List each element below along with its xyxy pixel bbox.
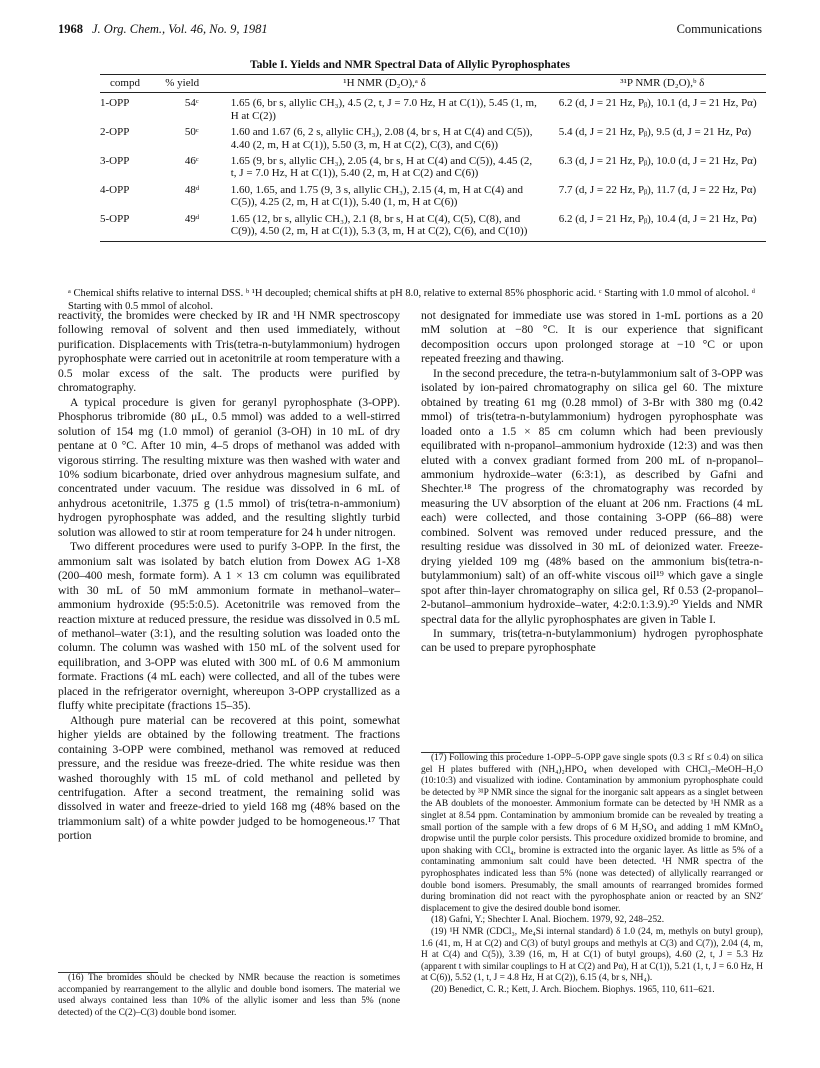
table-row bbox=[100, 126, 766, 151]
h-nmr-cell: 1.60, 1.65, and 1.75 (9, 3 s, allylic CH₃), 2.15 (4, m, H at C(4) and C(5)), 4.25 (2, m, H at C(1)), 5.40 (1, m, H at C(6)) bbox=[230, 183, 523, 209]
column-header: ¹H NMR (D₂O),ᵃ δ bbox=[343, 77, 426, 89]
left-column bbox=[58, 309, 400, 844]
footnotes-right bbox=[421, 752, 763, 996]
p-nmr-cell: 7.7 (d, J = 22 Hz, Pᵦ), 11.7 (d, J = 22 Hz, Pα) bbox=[558, 183, 757, 196]
section-name: Communications bbox=[676, 22, 762, 36]
yield-cell: 49ᵈ bbox=[184, 212, 200, 225]
yield-cell: 50ᶜ bbox=[184, 126, 199, 139]
paragraph: In the second precedure, the tetra-n-butylammonium salt of 3-OPP was isolated by ion-paired chromatography on silica gel 60. The mixture obtained by treating 61 mg (0.28 mmol) of 3-Br with 380 mg (0.42 mmol) of tris(tetra-n-butylammonium) hydrogen pyrophosphate was loaded onto a 1.5 × 85 cm column which had been previously equilibrated with n-propanol–ammonium hydroxide (12:3) and was then eluted with a convex gradiant formed from 200 mL of n-propanol–ammonium hydroxide–water (6:3:1), as described by Gafni and Shechter.¹⁸ The progress of the chromatography was recorded by measuring the UV absorption of the eluant at 206 nm. Fractions (4 mL each) were collected, and those containing 3-OPP (66–88) were combined. Solvent was removed under reduced pressure, and the resulting residue was dissolved in 30 mL of deionized water. Freeze-drying yielded 109 mg (48% based on the ammonium bis(tetra-n-butylammonium) salt) of an off-white viscous oil¹⁹ which gave a single spot after thin-layer chromatography on silica gel, Rf 0.53 (2-propanol–2-butanol–ammonium hydroxide–water, 4:2:0.1:3.9).²⁰ Yields and NMR spectral data for the allylic pyrophosphates are given in Table I. bbox=[421, 366, 763, 626]
page-number: 1968 bbox=[58, 22, 83, 36]
compound-cell: 4-OPP bbox=[100, 183, 130, 196]
data-table bbox=[100, 74, 766, 242]
paragraph: not designated for immediate use was stored in 1-mL portions as a 20 mM solution at −80 °C. It is our experience that significant decomposition occurs upon prolonged storage at −10 °C or upon repeated freezing and thawing. bbox=[421, 309, 763, 366]
paragraph: reactivity, the bromides were checked by IR and ¹H NMR spectroscopy following removal of solvent and then used immediately, without purification. Displacements with Tris(tetra-n-butylammonium) hydrogen pyrophosphate were carried out in acetonitrile at room temperature with a 0.5 molar excess of the salt. The products were purified by chromatography. bbox=[58, 309, 400, 395]
footnotes-left bbox=[58, 972, 400, 1019]
table-header-row bbox=[100, 75, 766, 93]
h-nmr-cell: 1.65 (9, br s, allylic CH₃), 2.05 (4, br s, H at C(4) and C(5)), 4.45 (2, t, J = 7.0 Hz, H at C(1)), 5.40 (2, m, H at C(2) and C(6)) bbox=[230, 155, 533, 180]
paragraph: In summary, tris(tetra-n-butylammonium) hydrogen pyrophosphate can be used to prepare pyrophosphate bbox=[421, 626, 763, 655]
yield-cell: 46ᶜ bbox=[184, 155, 199, 168]
paragraph: Although pure material can be recovered at this point, somewhat higher yields are obtained by the following treatment. The fractions containing 3-OPP were combined, methanol was removed at reduced pressure, and the residue was freeze-dried. The white residue was then washed thoroughly with 15 mL of cold methanol and pelleted by centrifugation. After a second treatment, the remaining solid was dissolved in water and freeze-dried to yield 168 mg (48% based on the triammonium salt) of a white powder judged to be homogeneous.¹⁷ That portion bbox=[58, 713, 400, 843]
h-nmr-cell: 1.65 (12, br s, allylic CH₃), 2.1 (8, br s, H at C(4), C(5), C(8), and C(9)), 4.50 (2, m, H at C(1)), 5.3 (3, m, H at C(2), C(6), and C(10)) bbox=[230, 212, 528, 238]
h-nmr-cell: 1.60 and 1.67 (6, 2 s, allylic CH₃), 2.08 (4, br s, H at C(4) and C(5)), 4.40 (2, m, H at C(1)), 5.50 (3, m, H at C(2), C(3), and C(6)) bbox=[230, 126, 533, 151]
compound-cell: 5-OPP bbox=[100, 212, 130, 225]
table-row bbox=[100, 184, 766, 209]
p-nmr-cell: 6.3 (d, J = 21 Hz, Pᵦ), 10.0 (d, J = 21 Hz, Pα) bbox=[558, 155, 757, 168]
column-header: ³¹P NMR (D₂O),ᵇ δ bbox=[620, 77, 705, 89]
column-header: compd bbox=[110, 77, 140, 89]
yield-cell: 54ᶜ bbox=[184, 97, 199, 110]
running-header bbox=[58, 22, 762, 40]
paragraph: A typical procedure is given for geranyl pyrophosphate (3-OPP). Phosphorus tribromide (80 μL, 0.5 mmol) was added to a well-stirred solution of 154 mg (1.0 mmol) of geraniol (3-OH) in 10 mL of dry pentane at 0 °C. After 10 min, 4–5 drops of methanol was added with vigorous stirring. The resulting mixture was then washed with water and 10% sodium bicarbonate, dried over anhydrous magnesium sulfate, and concentrated under vacuum. The residue was dissolved in 6 mL of anhydrous acetonitrile, 1.375 g (1.5 mmol) of tris(tetra-n-ammonium) hydrogen pyrophosphate was added, and the resulting slightly turbid solution was allowed to stir at room temperature for 24 h under nitrogen. bbox=[58, 395, 400, 539]
right-column bbox=[421, 309, 763, 656]
yield-cell: 48ᵈ bbox=[184, 183, 200, 196]
footnote: (16) The bromides should be checked by NMR because the reaction is sometimes accompanied by rearrangement to the allylic and double bond isomers. The material we used always contained less than 10% of the allylic isomer and less than 5% (none detected) of the C(2)–C(3) double bond isomer. bbox=[58, 973, 400, 1018]
p-nmr-cell: 5.4 (d, J = 21 Hz, Pᵦ), 9.5 (d, J = 21 Hz, Pα) bbox=[558, 126, 752, 139]
footnote: (19) ¹H NMR (CDCl₃, Me₄Si internal standard) δ 1.0 (24, m, methyls on butyl group), 1.6 (41, m, H at C(2) and C(3) of butyl groups and methyls at C(3) and C(7)), 2.04 (4, m, H at C(4) and C(5)), 3.39 (16, m, H at C(1) of butyl groups), 4.60 (2, t, J = 5.3 Hz (apparent t with similar couplings to H at C(2) and Pα), H at C(1)), 5.21 (1, t, J = 6.0 Hz, H at C(6)), 5.52 (1, t, J = 4.8 Hz, H at C(2)), 6.15 (4, br s, NH₄). bbox=[421, 926, 763, 984]
footnote: (18) Gafni, Y.; Shechter I. Anal. Biochem. 1979, 92, 248–252. bbox=[431, 915, 665, 926]
table-footnote-text: ᵃ Chemical shifts relative to internal DSS. ᵇ ¹H decoupled; chemical shifts at pH 8.0, relative to external 85% phosphoric acid. ᶜ Starting with 1.0 mmol of alcohol. ᵈ Starting with 0.5 mmol of alcohol. bbox=[68, 288, 756, 312]
compound-cell: 3-OPP bbox=[100, 155, 130, 168]
table-bottom-rule bbox=[100, 241, 766, 242]
column-header: % yield bbox=[165, 77, 200, 89]
journal-citation: J. Org. Chem., Vol. 46, No. 9, 1981 bbox=[92, 22, 268, 36]
footnote: (17) Following this procedure 1-OPP–5-OPP gave single spots (0.3 ≤ Rf ≤ 0.4) on silica gel H plates buffered with (NH₄)₂HPO₄ when developed with CHCl₃–MeOH–H₂O (10:10:3) and visualized with iodine. Contamination by ammonium pyrophosphate could be detected by ³¹P NMR since the signal for the inorganic salt appears as a singlet between the AB doublets of the monoester. Ammonium formate can be detected by ¹H NMR as a singlet at 8.54 ppm. Contamination by ammonium bromide can be revealed by treating a small portion of the sample with a few drops of 6 M H₂SO₄ and adding 1 mM KMnO₄ dropwise until the purple color persists. This procedure oxidized bromide to bromine, and upon shaking with CCl₄, bromine is extracted into the organic layer. As little as 5% of a contaminating ammonium salt could have been detected. ¹H NMR spectra of the pyrophosphates indicated less than 5% (none was detected) of allylically rearranged or double bond isomers. Presumably, the small amounts of rearranged bromides formed during bromination did not react with the pyrophosphate anion or reacted by an SN2′ displacement to give the desired double bond isomer. bbox=[421, 753, 763, 914]
compound-cell: 1-OPP bbox=[100, 97, 130, 110]
footnote: (20) Benedict, C. R.; Kett, J. Arch. Biochem. Biophys. 1965, 110, 611–621. bbox=[431, 984, 715, 995]
compound-cell: 2-OPP bbox=[100, 126, 130, 139]
h-nmr-cell: 1.65 (6, br s, allylic CH₃), 4.5 (2, t, J = 7.0 Hz, H at C(1)), 5.45 (1, m, H at C(2)) bbox=[230, 97, 537, 122]
paragraph: Two different procedures were used to purify 3-OPP. In the first, the ammonium salt was isolated by batch elution from Dowex AG 1-X8 (200–400 mesh, formate form). A 1 × 13 cm column was equilibrated with 30 mL of 50 mM ammonium formate in methanol–water–ammonium hydroxide (95:5:0.5). Acetonitrile was removed from the reaction mixture at reduced pressure, the residue was dissolved in 0.5 mL of methanol–water (3:1), and the resulting solution was loaded onto the column. The column was washed with 150 mL of the solvent used for equilibration, and 3-OPP was eluted with 300 mL of 0.6 M ammonium formate. Fractions (4 mL each) were collected, and all of the tubes were placed in the refrigerator overnight, whereupon 3-OPP crystallized as a fluffy white precipitate (fractions 15–35). bbox=[58, 540, 400, 713]
table-row bbox=[100, 213, 766, 238]
table-caption: Table I. Yields and NMR Spectral Data of Allylic Pyrophosphates bbox=[250, 59, 570, 71]
p-nmr-cell: 6.2 (d, J = 21 Hz, Pᵦ), 10.4 (d, J = 21 Hz, Pα) bbox=[558, 212, 757, 225]
table-row bbox=[100, 97, 766, 122]
table-row bbox=[100, 155, 766, 180]
p-nmr-cell: 6.2 (d, J = 21 Hz, Pᵦ), 10.1 (d, J = 21 Hz, Pα) bbox=[558, 97, 757, 110]
